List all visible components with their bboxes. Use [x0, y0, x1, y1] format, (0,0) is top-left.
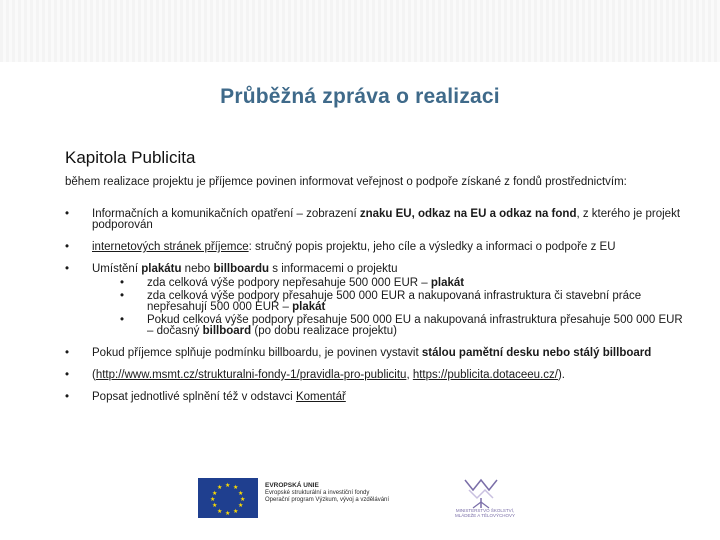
list-item: • Popsat jednotlivé splnění též v odstavci Komentář	[65, 392, 685, 403]
website-link[interactable]: internetových stránek příjemce	[92, 241, 249, 253]
list-item: • Pokud příjemce splňuje podmínku billboardu, je povinen vystavit stálou pamětní desku nebo stálý billboard	[65, 348, 685, 359]
list-item: • Umístění plakátu nebo billboardu s informacemi o projektu • zda celková výše podpory nepřesahuje 500 000 EUR – plakát • zda celková výše podpory přesahuje 500 000 EUR a nakupovaná infrastruktura či stavební práce nepřesahují 500 000 EUR – plakát • Pokud celková výše podpory přesahuje 500 000 EU a nakupovaná infrastruktura přesahuje 500 000 EUR – dočasný billboard (po dobu realizace projektu)	[65, 264, 685, 337]
sub-list	[92, 278, 685, 337]
list-item: • Informačních a komunikačních opatření – zobrazení znaku EU, odkaz na EU a odkaz na fond, z kterého je projekt podporován	[65, 209, 685, 231]
sub-list-item: • zda celková výše podpory přesahuje 500 000 EUR a nakupovaná infrastruktura či stavební práce nepřesahují 500 000 EUR – plakát	[147, 291, 685, 313]
msmt-publicity-link[interactable]: http://www.msmt.cz/strukturalni-fondy-1/pravidla-pro-publicitu	[95, 369, 407, 381]
bullet-list	[65, 209, 685, 414]
footer-logos	[0, 470, 720, 530]
msmt-logo-text: MINISTERSTVO ŠKOLSTVÍ, MLÁDEŽE A TĚLOVÝCHOVY	[455, 508, 515, 518]
list-item: • internetových stránek příjemce: stručný popis projektu, jeho cíle a výsledky a informaci o podpoře z EU	[65, 242, 685, 253]
msmt-logo-icon	[445, 478, 525, 526]
section-heading: Kapitola Publicita	[65, 148, 196, 167]
sub-list-item: • zda celková výše podpory nepřesahuje 500 000 EUR – plakát	[147, 278, 685, 289]
eu-logo-text: EVROPSKÁ UNIE Evropské strukturální a investiční fondy Operační program Výzkum, vývoj a vzdělávání	[265, 482, 390, 503]
sub-list-item: • Pokud celková výše podpory přesahuje 500 000 EU a nakupovaná infrastruktura přesahuje 500 000 EUR – dočasný billboard (po dobu realizace projektu)	[147, 315, 685, 337]
header-band	[0, 0, 720, 62]
page-title: Průběžná zpráva o realizaci	[220, 85, 500, 108]
comment-link[interactable]: Komentář	[295, 391, 346, 403]
intro-text: během realizace projektu je příjemce povinen informovat veřejnost o podpoře získané z fondů prostřednictvím:	[65, 176, 627, 188]
publicita-link[interactable]: https://publicita.dotaceeu.cz/	[412, 369, 558, 381]
eu-flag-icon: ★ ★ ★ ★ ★ ★ ★ ★ ★ ★ ★ ★	[198, 478, 258, 518]
list-item: • (http://www.msmt.cz/strukturalni-fondy-1/pravidla-pro-publicitu, https://publicita.dotaceeu.cz/).	[65, 370, 685, 381]
